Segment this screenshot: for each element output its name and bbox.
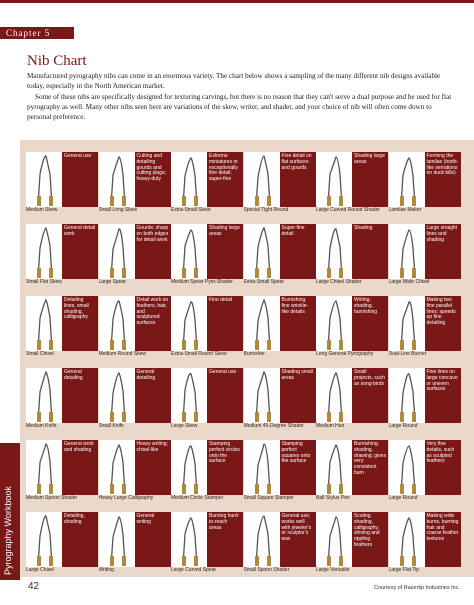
intro-paragraph-2: Some of these nibs are specifically designed for texturing carvings, but there is no reason that they can't serve a dual purpose and be used for flat pyrography as well. Many other nibs seen here are variations of the skew, writer, and shader, and your choice of nib will often come down to personal preference.: [27, 92, 452, 122]
nib-description: Shading: [352, 224, 388, 279]
nib-description: Shading large areas: [207, 224, 243, 279]
nib-wire-image: [171, 440, 207, 495]
nib-description: Heavy writing; chisel-like: [135, 440, 171, 495]
nib-card: [171, 368, 243, 430]
nib-photo: [99, 512, 135, 567]
nib-name: Large Round: [388, 495, 418, 501]
nib-photo: [26, 296, 62, 351]
nib-wire-image: [26, 224, 62, 279]
nib-description: General use: [62, 152, 98, 207]
nib-card: [99, 440, 171, 502]
nib-description: General detailing: [62, 368, 98, 423]
nib-description: Super-fine detail: [280, 224, 316, 279]
nib-card: [99, 368, 171, 430]
nib-photo: [389, 440, 425, 495]
nib-name: Small Knife: [98, 423, 124, 429]
nib-wire-image: [316, 296, 352, 351]
nib-photo: [171, 152, 207, 207]
nib-wire-image: [99, 224, 135, 279]
nib-description: Scaling, shading, calligraphy, shining and rippling feathers: [352, 512, 388, 567]
nib-card: [26, 296, 98, 358]
nib-photo: [171, 440, 207, 495]
nib-name: Large Spear: [98, 279, 127, 285]
nib-name: Large Skew: [171, 423, 198, 429]
nib-wire-image: [244, 368, 280, 423]
nib-card: [389, 296, 461, 358]
nib-wire-image: [171, 296, 207, 351]
nib-card: [26, 224, 98, 286]
nib-card: [99, 512, 171, 574]
page-title: Nib Chart: [27, 53, 87, 69]
nib-card: [244, 440, 316, 502]
nib-wire-image: [316, 512, 352, 567]
page-number: 42: [28, 581, 40, 592]
nib-description: Making two fine parallel lines; speeds up fine detailing: [425, 296, 461, 351]
nib-wire-image: [316, 224, 352, 279]
nib-wire-image: [26, 440, 62, 495]
nib-description: General use; works well with jeweler's or sculptor's wax: [280, 512, 316, 567]
nib-photo: [244, 440, 280, 495]
nib-card: [389, 368, 461, 430]
nib-photo: [244, 368, 280, 423]
nib-photo: [244, 296, 280, 351]
nib-wire-image: [26, 152, 62, 207]
nib-photo: [389, 152, 425, 207]
nib-card: [316, 224, 388, 286]
nib-description: Detailing lines, small shading, calligraphy: [62, 296, 98, 351]
nib-card: [99, 296, 171, 358]
nib-wire-image: [244, 512, 280, 567]
nib-card: [26, 440, 98, 502]
nib-card: [316, 440, 388, 502]
nib-description: Stamping perfect circles onto the surface: [207, 440, 243, 495]
nib-photo: [316, 224, 352, 279]
nib-description: Burnishing, shading, drawing; gives very consistent burn: [352, 440, 388, 495]
nib-photo: [389, 296, 425, 351]
nib-wire-image: [99, 152, 135, 207]
nib-wire-image: [26, 512, 62, 567]
nib-name: Extra-Small Round Skew: [171, 351, 227, 357]
nib-description: Detail work on feathers, hair, and sculptured surfaces: [135, 296, 171, 351]
nib-photo: [99, 296, 135, 351]
nib-photo: [171, 296, 207, 351]
nib-wire-image: [244, 296, 280, 351]
nib-wire-image: [171, 152, 207, 207]
nib-name: Medium Circle Stamper: [171, 495, 224, 501]
nib-name: Medium Round Skew: [98, 351, 147, 357]
nib-name: Small Long Skew: [98, 207, 138, 213]
nib-photo: [389, 368, 425, 423]
nib-name: Large Round: [388, 423, 418, 429]
nib-description: General writing: [135, 512, 171, 567]
nib-photo: [389, 224, 425, 279]
nib-wire-image: [99, 440, 135, 495]
nib-photo: [316, 440, 352, 495]
photo-credit: Courtesy of Razertip Industries Inc.: [374, 585, 460, 591]
nib-chart-grid: [20, 140, 474, 577]
nib-wire-image: [244, 152, 280, 207]
nib-photo: [26, 368, 62, 423]
nib-photo: [389, 512, 425, 567]
nib-card: [316, 512, 388, 574]
nib-photo: [244, 224, 280, 279]
nib-name: Medium Knife: [26, 423, 57, 429]
nib-description: Stamping perfect squares onto the surface: [280, 440, 316, 495]
nib-description: General detailing: [135, 368, 171, 423]
nib-wire-image: [171, 368, 207, 423]
nib-photo: [316, 296, 352, 351]
nib-description: Shading small areas: [280, 368, 316, 423]
nib-wire-image: [99, 296, 135, 351]
nib-wire-image: [171, 224, 207, 279]
nib-description: Very fine details, such as sculpted feathers: [425, 440, 461, 495]
nib-description: Small projects, such as song-birds: [352, 368, 388, 423]
nib-photo: [244, 512, 280, 567]
nib-wire-image: [389, 440, 425, 495]
nib-description: General work and shading: [62, 440, 98, 495]
nib-name: Writing: [98, 567, 114, 573]
nib-photo: [99, 440, 135, 495]
nib-wire-image: [244, 440, 280, 495]
nib-wire-image: [389, 296, 425, 351]
nib-card: [316, 152, 388, 214]
nib-name: Extra-Small Spear: [243, 279, 285, 285]
nib-name: Large Curved Round Shader: [316, 207, 380, 213]
nib-name: Medium Spear Pyro-Shader: [171, 279, 233, 285]
nib-name: Ball Stylus Pen: [316, 495, 350, 501]
nib-description: Making wide burns, burning hair and coarse feather textures: [425, 512, 461, 567]
nib-card: [244, 224, 316, 286]
nib-wire-image: [99, 512, 135, 567]
nib-name: Special Tight Round: [243, 207, 289, 213]
nib-photo: [99, 224, 135, 279]
nib-card: [244, 512, 316, 574]
nib-card: [171, 152, 243, 214]
nib-name: Small Square Stamper: [243, 495, 294, 501]
nib-name: Medium Spoon Shader: [26, 495, 78, 501]
nib-wire-image: [171, 512, 207, 567]
nib-wire-image: [316, 440, 352, 495]
nib-card: [316, 368, 388, 430]
nib-description: Extreme miniatures or exceptionally fine detail; super-fine: [207, 152, 243, 207]
nib-card: [389, 152, 461, 214]
intro-paragraph-1: Manufactured pyrography nibs can come in an enormous variety. The chart below shows a sampling of the many different nib designs available today, especially in the North American market.: [27, 72, 441, 91]
nib-wire-image: [26, 296, 62, 351]
nib-card: [389, 224, 461, 286]
nib-description: Fine detail: [207, 296, 243, 351]
nib-wire-image: [389, 152, 425, 207]
nib-card: [171, 224, 243, 286]
nib-wire-image: [316, 152, 352, 207]
nib-card: [389, 512, 461, 574]
nib-description: Gourds; sharp on both edges for detail work: [135, 224, 171, 279]
nib-photo: [26, 512, 62, 567]
nib-wire-image: [389, 368, 425, 423]
nib-photo: [244, 152, 280, 207]
nib-name: Lamilae Maker: [388, 207, 422, 213]
nib-photo: [171, 368, 207, 423]
nib-photo: [171, 224, 207, 279]
nib-name: Large Chisel Shader: [316, 279, 362, 285]
nib-name: Heavy Large Calligraphy: [98, 495, 154, 501]
nib-name: Dual-Line Burner: [388, 351, 427, 357]
nib-name: Small Flat Skew: [26, 279, 62, 285]
nib-description: Fine lines on large concave or uneven surfaces: [425, 368, 461, 423]
nib-description: Forming the lamilae (tooth-like serrations on duck bills): [425, 152, 461, 207]
nib-wire-image: [316, 368, 352, 423]
nib-description: General use: [207, 368, 243, 423]
nib-name: Large Curved Spear: [171, 567, 217, 573]
nib-name: Burnisher: [243, 351, 265, 357]
nib-photo: [316, 152, 352, 207]
nib-name: Small Spoon Shader: [243, 567, 290, 573]
nib-card: [171, 512, 243, 574]
nib-wire-image: [389, 512, 425, 567]
nib-wire-image: [26, 368, 62, 423]
nib-photo: [171, 512, 207, 567]
nib-photo: [316, 512, 352, 567]
nib-name: Medium Skew: [26, 207, 58, 213]
sidebar-book-title: Pyrography Workbook: [3, 486, 13, 575]
nib-wire-image: [389, 224, 425, 279]
nib-name: Large Chisel: [26, 567, 55, 573]
intro-text: [27, 71, 455, 122]
nib-name: Small Chisel: [26, 351, 54, 357]
nib-description: Cutting and detailing gourds and cutting plugs; heavy-duty: [135, 152, 171, 207]
nib-name: Medium Hair: [316, 423, 345, 429]
nib-photo: [99, 368, 135, 423]
nib-description: Burning hard-to-reach areas: [207, 512, 243, 567]
nib-photo: [99, 152, 135, 207]
nib-description: Shading large areas: [352, 152, 388, 207]
chapter-tab: Chapter 5: [0, 27, 74, 39]
nib-card: [244, 296, 316, 358]
nib-wire-image: [99, 368, 135, 423]
nib-card: [99, 224, 171, 286]
nib-name: Large Flat Tip: [388, 567, 420, 573]
nib-description: Writing, shading, burnishing: [352, 296, 388, 351]
nib-name: Medium 45-Degree Shader: [243, 423, 304, 429]
top-rule: [0, 0, 474, 3]
nib-description: Fine detail on flat surfaces and gourds: [280, 152, 316, 207]
nib-card: [99, 152, 171, 214]
nib-photo: [316, 368, 352, 423]
nib-card: [26, 368, 98, 430]
nib-photo: [26, 440, 62, 495]
nib-card: [171, 440, 243, 502]
nib-card: [26, 152, 98, 214]
nib-card: [171, 296, 243, 358]
nib-card: [389, 440, 461, 502]
nib-name: Long General Pyrography: [316, 351, 374, 357]
nib-photo: [26, 152, 62, 207]
nib-name: Extra-Small Skew: [171, 207, 211, 213]
nib-photo: [26, 224, 62, 279]
nib-name: Large Versatile: [316, 567, 350, 573]
nib-card: [244, 368, 316, 430]
nib-description: Detailing, shading: [62, 512, 98, 567]
nib-description: Burnishing, fine wrinkle-like details: [280, 296, 316, 351]
nib-card: [26, 512, 98, 574]
nib-description: Large straight lines and shading: [425, 224, 461, 279]
nib-name: Large Wide Chisel: [388, 279, 430, 285]
nib-description: General detail work: [62, 224, 98, 279]
nib-card: [244, 152, 316, 214]
nib-wire-image: [244, 224, 280, 279]
nib-card: [316, 296, 388, 358]
